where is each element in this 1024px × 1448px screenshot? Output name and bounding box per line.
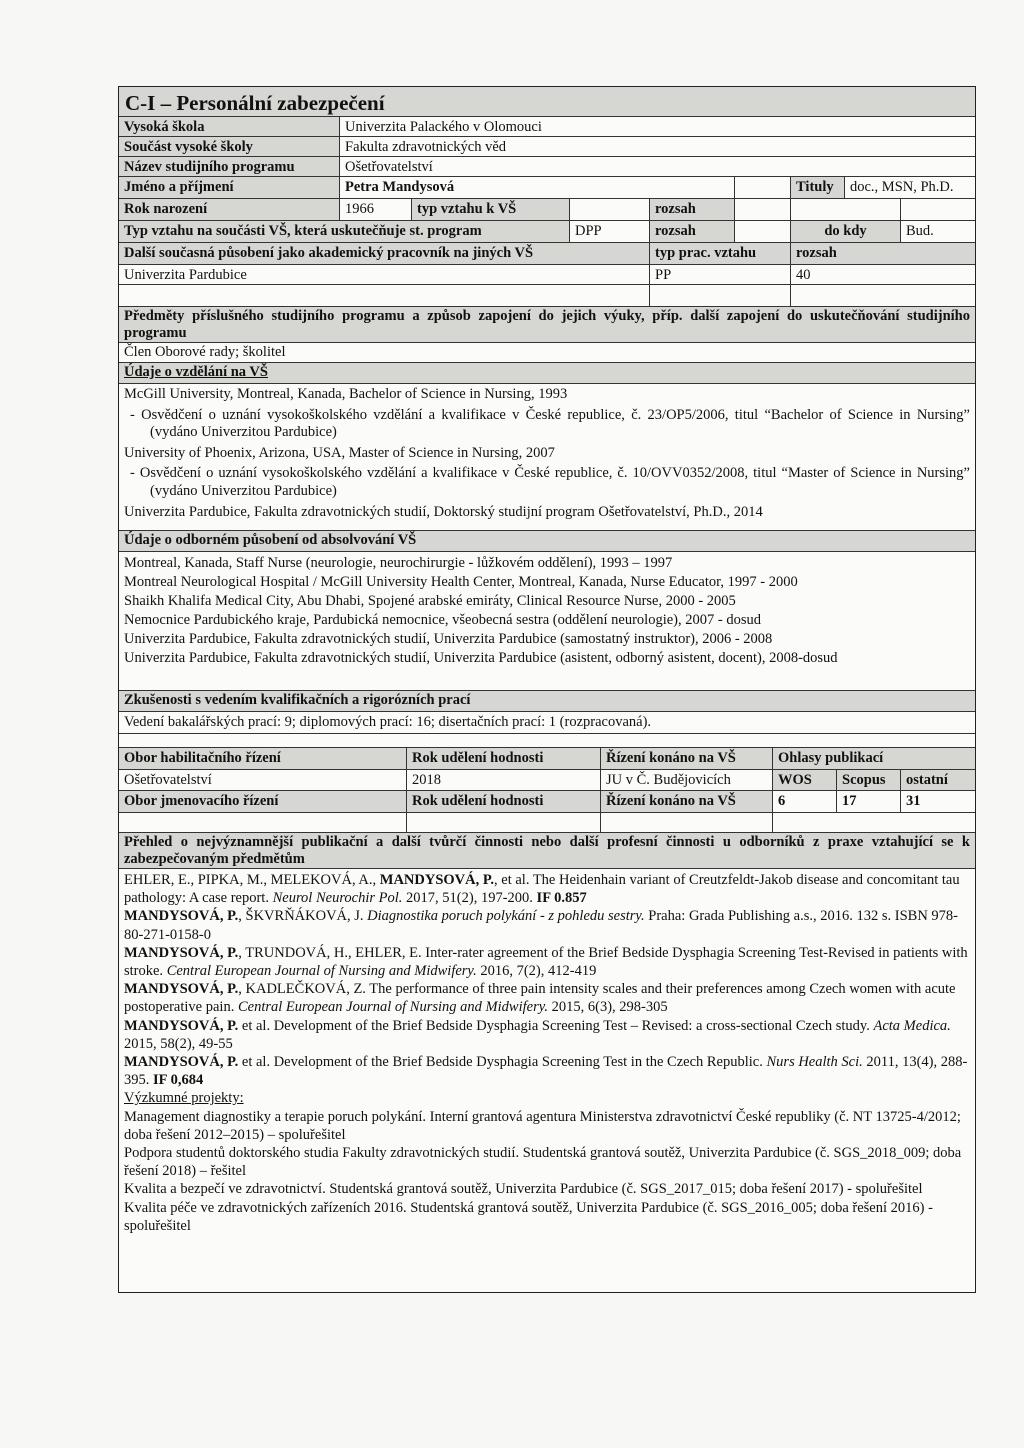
university-label: Vysoká škola (119, 117, 340, 136)
education-heading-text: Údaje o vzdělání na VŠ (124, 364, 268, 380)
education-line: University of Phoenix, Arizona, USA, Master of Science in Nursing, 2007 (124, 444, 555, 461)
publications-body (119, 869, 975, 1292)
publication-part: et al. Development of the Brief Bedside Dysphagia Screening Test – Revised: a cross-sectional Czech study. (238, 1017, 874, 1034)
education-line: - Osvědčení o uznání vysokoškolského vzdělání a kvalifikace v České republice, č. 10/OVV0352/2008, titul “Master of Science in Nursing” (vydáno Univerzitou Pardubice) (130, 465, 970, 499)
project-item: Podpora studentů doktorského studia Fakulty zdravotnických studií. Studentská grantová soutěž, Univerzita Pardubice (č. SGS_2018_009; doba řešení 2018) – řešitel (124, 1145, 962, 1180)
personnel-form (118, 86, 976, 1293)
scopus-value: 17 (837, 791, 901, 812)
subjects-heading: Předměty příslušného studijního programu a způsob zapojení do jejich výuky, příp. další zapojení do uskutečňování studijního programu (119, 307, 975, 342)
experience-line: Univerzita Pardubice, Fakulta zdravotnických studií, Univerzita Pardubice (samostatný instruktor), 2006 - 2008 (124, 631, 773, 647)
publication-part: , KADLEČKOVÁ, Z. The performance of three pain intensity scales and their preferences among Czech women with acute postoperative pain. (124, 981, 956, 1016)
degree-year2-value (407, 813, 601, 832)
project-item: Kvalita a bezpečí ve zdravotnictví. Studentská grantová soutěž, Univerzita Pardubice (č. SGS_2017_015; doba řešení 2017) - spoluřešitel (124, 1181, 923, 1198)
spacer-row (119, 734, 975, 748)
publication-part: Central European Journal of Nursing and Midwifery. (166, 963, 477, 980)
experience-line: Univerzita Pardubice, Fakulta zdravotnických studií, Univerzita Pardubice (asistent, odborný asistent, docent), 2008-dosud (124, 650, 838, 666)
publication-part: MANDYSOVÁ, P. (124, 1054, 239, 1071)
publication-item (124, 980, 970, 1016)
university-row (119, 117, 975, 137)
education-line: - Osvědčení o uznání vysokoškolského vzdělání a kvalifikace v České republice, č. 23/OP5/2006, titul “Bachelor of Science in Nursing” (vydáno Univerzitou Pardubice) (130, 406, 970, 441)
publication-part: Neurol Neurochir Pol. (272, 890, 403, 907)
publication-item (124, 944, 970, 980)
education-heading (119, 363, 975, 383)
other-position-scope: 40 (796, 267, 811, 283)
publication-part: Central European Journal of Nursing and Midwifery. (237, 999, 548, 1016)
other-citations-value: 31 (906, 793, 921, 809)
publication-part: , ŠKVRŇÁKOVÁ, J. (238, 908, 368, 925)
program-row (119, 157, 975, 177)
faculty-value: Fakulta zdravotnických věd (345, 139, 507, 155)
education-line: Univerzita Pardubice, Fakulta zdravotnických studií, Doktorský studijní program Ošetřovatelství, Ph.D., 2014 (124, 503, 763, 520)
citations-blank (773, 813, 975, 832)
titles-value: doc., MSN, Ph.D. (850, 179, 954, 195)
other-position-type: PP (650, 265, 791, 284)
titles-label: Tituly (791, 177, 845, 198)
publication-part: 2015, 58(2), 49-55 (124, 1035, 233, 1052)
publication-part: , et al. The Heidenhain variant of Creutzfeldt-Jakob disease and concomitant tau pathology: A case report. (124, 872, 960, 907)
experience-list (119, 554, 975, 668)
experience-line: Montreal Neurological Hospital / McGill University Health Center, Montreal, Kanada, Nurse Educator, 1997 - 2000 (124, 574, 798, 590)
name-label: Jméno a příjmení (119, 177, 340, 198)
publication-part: MANDYSOVÁ, P. (124, 1017, 239, 1034)
project-item: Management diagnostiky a terapie poruch polykání. Interní grantová agentura Ministerstva zdravotnictví České republiky (č. NT 13725-4/2012; doba řešení 2012–2015) – spoluřešitel (124, 1108, 961, 1143)
faculty-row (119, 137, 975, 157)
experience-line: Montreal, Kanada, Staff Nurse (neurologie, neurochirurgie - lůžkovém oddělení), 1993 – 1997 (124, 555, 673, 571)
habilitation-field-value: Ošetřovatelství (119, 770, 407, 790)
publication-part: 2016, 7(2), 412-419 (476, 963, 597, 980)
university-value: Univerzita Palackého v Olomouci (345, 119, 542, 135)
experience-row (119, 552, 975, 691)
publications-heading-row (119, 833, 975, 869)
scopus-label: Scopus (837, 770, 901, 790)
faculty-relation-value: DPP (570, 221, 650, 242)
publication-part: IF 0,684 (153, 1072, 204, 1089)
faculty-relation-row (119, 221, 975, 243)
publication-part: et al. Development of the Brief Bedside Dysphagia Screening Test in the Czech Republic. (238, 1054, 767, 1071)
procedure-school2-value (601, 813, 773, 832)
publications-heading: Přehled o nejvýznamnější publikační a další tvůrčí činnosti nebo další profesní činnosti u odborníků z praxe vztahující se k zabezpečovaným předmětům (119, 833, 975, 868)
relation-type-value (570, 199, 650, 220)
publication-part: , TRUNDOVÁ, H., EHLER, E. Inter-rater agreement of the Brief Bedside Dysphagia Screening Test-Revised in patients with stroke. (124, 944, 968, 980)
experience-line: Nemocnice Pardubického kraje, Pardubická nemocnice, všeobecná sestra (oddělení neurologie), 2007 - dosud (124, 612, 761, 628)
birth-label: Rok narození (119, 199, 340, 220)
work-type-label: typ prac. vztahu (650, 243, 791, 264)
other-position-school: Univerzita Pardubice (119, 265, 650, 284)
education-line: McGill University, Montreal, Kanada, Bachelor of Science in Nursing, 1993 (124, 386, 568, 402)
degree-year-value: 2018 (407, 770, 601, 790)
degree-year-label: Rok udělení hodnosti (407, 748, 601, 769)
empty-cell-c (791, 285, 975, 306)
other-positions-row (119, 243, 975, 265)
blank-cell (735, 177, 791, 198)
publication-part: Acta Medica. (873, 1017, 951, 1034)
wos-label: WOS (773, 770, 837, 790)
experience-line: Shaikh Khalifa Medical City, Abu Dhabi, Spojené arabské emiráty, Clinical Resource Nurse, 2000 - 2005 (124, 593, 736, 609)
appointment-row (119, 791, 975, 813)
supervision-heading-row (119, 691, 975, 712)
supervision-text: Vedení bakalářských prací: 9; diplomových prací: 16; disertačních prací: 1 (rozpracovaná). (124, 714, 652, 730)
publication-item (124, 871, 970, 907)
empty-cell-b (650, 285, 791, 306)
publication-part: MANDYSOVÁ, P. (124, 944, 239, 961)
citations-label: Ohlasy publikací (773, 748, 975, 769)
habilitation-header-row (119, 748, 975, 770)
procedure-school-value: JU v Č. Budějovicích (601, 770, 773, 790)
blank-cell-3 (901, 199, 975, 220)
empty-row (119, 285, 975, 307)
other-position-entry (119, 265, 975, 285)
until-value: Bud. (906, 223, 934, 239)
birth-row (119, 199, 975, 221)
publication-part: 2011, 13(4), 288-395. (124, 1054, 968, 1089)
publication-item (124, 907, 970, 943)
appointment-field-label: Obor jmenovacího řízení (119, 791, 407, 812)
experience-heading: Údaje o odborném působení od absolvování VŠ (119, 531, 975, 551)
relation-type-label: typ vztahu k VŠ (412, 199, 570, 220)
empty-cell-a (119, 285, 650, 306)
birth-value: 1966 (340, 199, 412, 220)
publication-part: MANDYSOVÁ, P. (379, 872, 495, 888)
procedure-school-label: Řízení konáno na VŠ (601, 748, 773, 769)
education-list (119, 386, 975, 521)
publication-part: MANDYSOVÁ, P. (124, 981, 239, 998)
habilitation-value-row (119, 770, 975, 791)
name-value: Petra Mandysová (340, 177, 735, 198)
subjects-row (119, 343, 975, 363)
publication-part: EHLER, E., PIPKA, M., MELEKOVÁ, A., (124, 872, 380, 888)
publication-part: Diagnostika poruch polykání - z pohledu sestry. (367, 908, 645, 925)
faculty-label: Součást vysoké školy (119, 137, 340, 156)
scope3-label: rozsah (791, 243, 975, 264)
other-positions-label: Další současná působení jako akademický pracovník na jiných VŠ (119, 243, 650, 264)
publication-part: Praha: Grada Publishing a.s., 2016. 132 s. ISBN 978-80-271-0158-0 (124, 908, 958, 943)
procedure-school2-label: Řízení konáno na VŠ (601, 791, 773, 812)
experience-heading-row (119, 531, 975, 552)
scope2-value (735, 221, 791, 242)
publication-part: Nurs Health Sci. (766, 1054, 863, 1071)
scope2-label: rozsah (650, 221, 735, 242)
habilitation-field-label: Obor habilitačního řízení (119, 748, 407, 769)
project-item: Kvalita péče ve zdravotnických zařízeních 2016. Studentská grantová soutěž, Univerzita Pardubice (č. SGS_2016_005; doba řešení 2016) - spoluřešitel (124, 1199, 933, 1234)
degree-year2-label: Rok udělení hodnosti (407, 791, 601, 812)
publication-item (124, 1017, 970, 1053)
form-title: C-I – Personální zabezpečení (125, 91, 385, 115)
until-label: do kdy (791, 221, 901, 242)
blank-cell-2 (791, 199, 901, 220)
subjects-heading-row (119, 307, 975, 343)
form-title-row (119, 87, 975, 117)
publication-part: IF 0.857 (536, 890, 587, 907)
publication-part: 2017, 51(2), 197-200. (402, 890, 537, 907)
publication-part: 2015, 6(3), 298-305 (547, 999, 668, 1016)
name-row (119, 177, 975, 199)
program-label: Název studijního programu (119, 157, 340, 176)
appointment-field-value (119, 813, 407, 832)
publications-list (119, 871, 975, 1235)
supervision-heading: Zkušenosti s vedením kvalifikačních a rigorózních prací (119, 691, 975, 711)
subjects-text: Člen Oborové rady; školitel (124, 344, 286, 360)
scope-value (735, 199, 791, 220)
education-heading-row (119, 363, 975, 384)
projects-heading: Výzkumné projekty: (124, 1090, 244, 1107)
program-value: Ošetřovatelství (345, 159, 433, 175)
education-row (119, 384, 975, 531)
supervision-row (119, 712, 975, 734)
other-citations-label: ostatní (901, 770, 975, 790)
faculty-relation-label: Typ vztahu na součásti VŠ, která uskutečňuje st. program (119, 221, 570, 242)
publication-part: MANDYSOVÁ, P. (124, 908, 239, 925)
appointment-value-row (119, 813, 975, 833)
scope-label: rozsah (650, 199, 735, 220)
publication-item (124, 1053, 970, 1089)
wos-value: 6 (773, 791, 837, 812)
